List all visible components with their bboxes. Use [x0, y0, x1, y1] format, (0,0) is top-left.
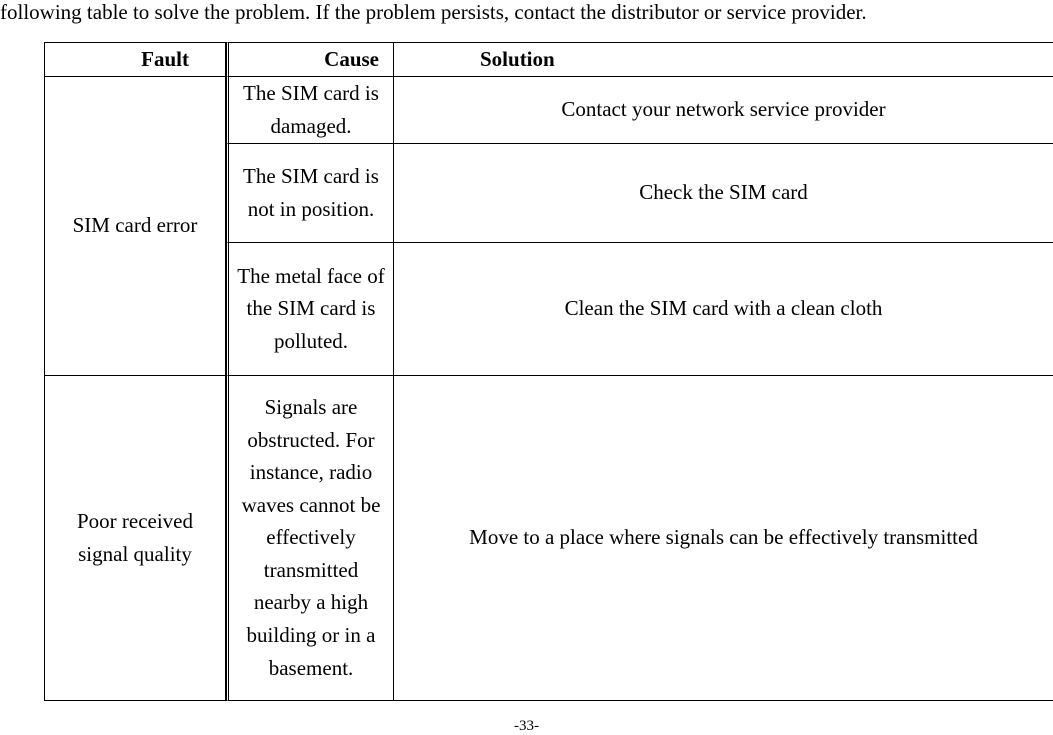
troubleshooting-table: [44, 42, 1053, 701]
solution-cell: Contact your network service provider: [394, 77, 1053, 144]
cause-cell: The SIM card is damaged.: [226, 77, 394, 144]
header-fault: Fault: [44, 42, 226, 77]
table-row: [44, 376, 1053, 701]
cause-cell: The SIM card is not in position.: [226, 144, 394, 243]
solution-cell: Move to a place where signals can be effectively transmitted: [394, 376, 1053, 701]
fault-poor-signal-quality: Poor received signal quality: [44, 376, 226, 701]
cause-cell: Signals are obstructed. For instance, radio waves cannot be effectively transmitted nearby a high building or in a basement.: [226, 376, 394, 701]
header-cause: Cause: [226, 42, 394, 77]
fault-sim-card-error: SIM card error: [44, 77, 226, 376]
solution-cell: Check the SIM card: [394, 144, 1053, 243]
table-row: [44, 77, 1053, 144]
intro-text: following table to solve the problem. If the problem persists, contact the distributor or service provider.: [0, 0, 867, 24]
cause-cell: The metal face of the SIM card is polluted.: [226, 243, 394, 376]
solution-cell: Clean the SIM card with a clean cloth: [394, 243, 1053, 376]
header-solution: Solution: [394, 42, 1053, 77]
table-header-row: [44, 42, 1053, 77]
page-number: -33-: [514, 718, 539, 734]
